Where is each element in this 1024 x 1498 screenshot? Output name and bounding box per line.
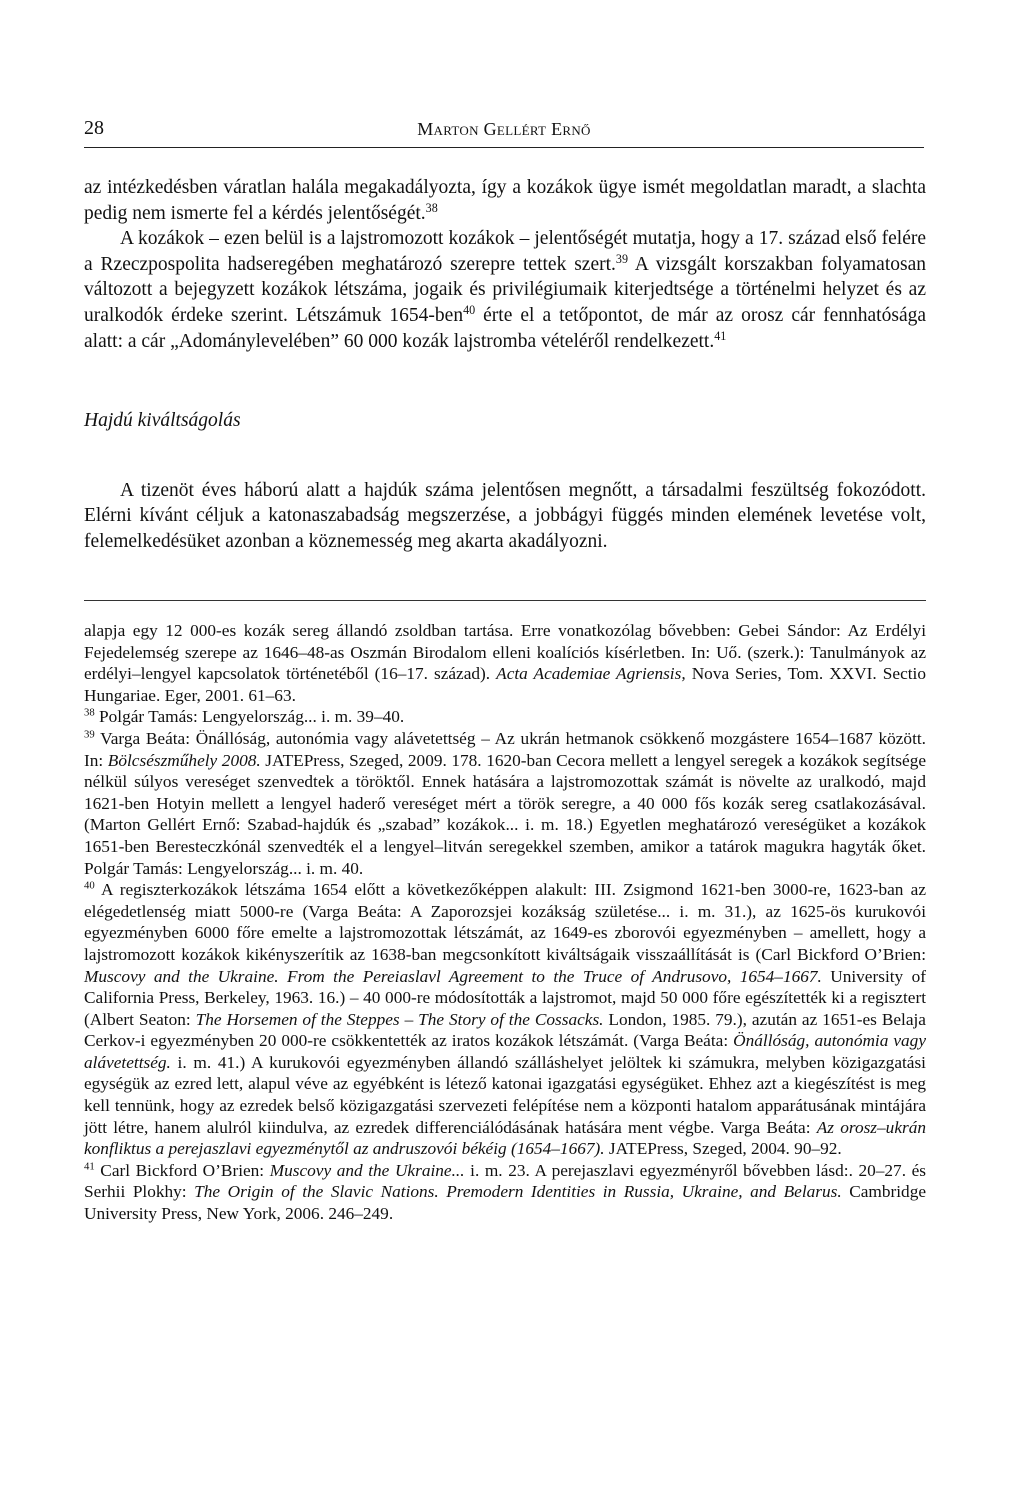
footnote-38: $^{38}$ Polgár Tamás: Lengyelország... i. m. 39–40. <box>84 706 405 727</box>
footnote-ref-38: 38 <box>425 200 438 215</box>
footnote-ref-39: 39 <box>615 251 628 266</box>
body-text-section <box>84 458 926 574</box>
footnote-39: $^{39}$ Varga Beáta: Önállóság, autonómia vagy alávetettség – Az ukrán hetmanok csökkenő mozgástere 1654–1687 között. In: Bölcsészműhely 2008. JATEPress, Szeged, 2009. 178. 1620-ban Cecora mellett a lengyel seregek a kozákok segítsége nélkül súlyos vereséget szenvedtek a töröktől. Ennek hatására a lajstromozottak számát is növelte az uralkodó, majd 1621-ben Hotyin mellett a lengyel haderő vereséget mért a török seregre, a 40 000 fős kozák sereg csatlakozásával. (Marton Gellért Ernő: Szabad-hajdúk és „szabad” kozákok... i. m. 18.) Egyetlen meghatározó vereségüket a kozákok 1651-ben Beresteczkónál szenvedték el a lengyel–litván seregekkel szemben, amikor a tatárok magukra hagyták őket. Polgár Tamás: Lengyelország... i. m. 40. <box>84 728 926 878</box>
footnote-continuation: alapja egy 12 000-es kozák sereg állandó zsoldban tartása. Erre vonatkozólag bővebben: Gebei Sándor: Az Erdélyi Fejedelemség szerepe az 1646–48-as Oszmán Birodalom elleni koalíciós kísérletben. In: Uő. (szerk.): Tanulmányok az erdélyi–lengyel kapcsolatok történetéből (16–17. század). Acta Academiae Agriensis, Nova Series, Tom. XXVI. Sectio Hungariae. Eger, 2001. 61–63. <box>84 621 926 705</box>
footnote-41: $^{41}$ Carl Bickford O’Brien: Muscovy and the Ukraine... i. m. 23. A perejaszlavi egyezményről bővebben lásd:. 20–27. és Serhii Plokhy: The Origin of the Slavic Nations. Premodern Identities in Russia, Ukraine, and Belarus. Cambridge University Press, New York, 2006. 246–249. <box>84 1160 927 1224</box>
footnotes <box>84 620 926 1225</box>
footnote-divider <box>84 600 926 601</box>
footnote-40: $^{40}$ A regiszterkozákok létszáma 1654 előtt a következőképpen alakult: III. Zsigmond 1621-ben 3000-re, 1623-ban az elégedetlenség miatt 5000-re (Varga Beáta: A Zaporozsjei kozákság születése... i. m. 31.), az 1625-ös kurukovói egyezményben 6000 főre emelte a lajstromozottak létszámát, az 1649-es zborovói egyezményben – amellett, hogy a lajstromozott kozákok kikényszerítik az 1638-ban megcsonkított kiváltságaik visszaállítását is (Carl Bickford O’Brien: Muscovy and the Ukraine. From the Pereiaslavl Agreement to the Truce of Andrusovo, 1654–1667. University of California Press, Berkeley, 1963. 16.) – 40 000-re módosították a lajstromot, majd 50 000 főre egészítették ki a regisztert (Albert Seaton: The Horsemen of the Steppes – The Story of the Cossacks. London, 1985. 79.), azután az 1651-es Belaja Cerkov-i egyezményben 20 000-re csökkentették az iratos kozákok létszámát. (Varga Beáta: Önállóság, autonómia vagy alávetettség. i. m. 41.) A kurukovói egyezményben állandó szálláshelyet jelöltek ki számukra, melyben közigazgatási egységük az ezred lett, alapul véve az egyébként is létező katonai igazgatási egységüket. Ehhez azt a kiegészítést is meg kell tennünk, hogy az ezredek belső közigazgatási szervezeti felépítése nem a központi hatalom apparátusának mintájára jött létre, hanem alulról kiindulva, az ezredek differenciálódásának hatására ment végbe. Varga Beáta: Az orosz–ukrán konfliktus a perejaszlavi egyezménytől az andruszovói békéig (1654–1667). JATEPress, Szeged, 2004. 90–92. <box>84 879 926 1159</box>
running-head: Marton Gellért Ernő <box>417 119 591 139</box>
paragraph-3: A tizenöt éves háború alatt a hajdúk száma jelentősen megnőtt, a társadalmi feszültség fokozódott. Elérni kívánt céljuk a katonaszabadság megszerzése, a jobbágyi függés minden elemének levetése volt, felemelkedésüket azonban a köznemesség meg akarta akadályozni. <box>84 479 926 552</box>
paragraph-2: A kozákok – ezen belül is a lajstromozott kozákok – jelentőségét mutatja, hogy a 17. század első felére a Rzeczpospolita hadseregében meghatározó szerepre tettek szert.$^{39}$ A vizsgált korszakban folyamatosan változott a bejegyzett kozákok létszáma, jogaik és privilégiumaik kiterjedtsége a történelmi helyzet és az uralkodók érdeke szerint. Létszámuk 1654-ben$^{40}$ érte el a tetőpontot, de már az orosz cár fennhatósága alatt: a cár „Adománylevelében” 60 000 kozák lajstromba vételéről rendelkezett.$^{41}$ <box>84 228 926 352</box>
body-text <box>84 175 926 354</box>
paragraph-1: az intézkedésben váratlan halála megakadályozta, így a kozákok ügye ismét megoldatlan maradt, a slachta pedig nem ismerte fel a kérdés jelentőségét.$^{38}$ <box>84 177 926 224</box>
page-number: 28 <box>84 117 104 139</box>
page-header <box>84 117 924 148</box>
section-title: Hajdú kiváltságolás <box>84 410 241 431</box>
footnote-ref-40: 40 <box>463 302 476 317</box>
footnote-ref-41: 41 <box>714 328 727 343</box>
